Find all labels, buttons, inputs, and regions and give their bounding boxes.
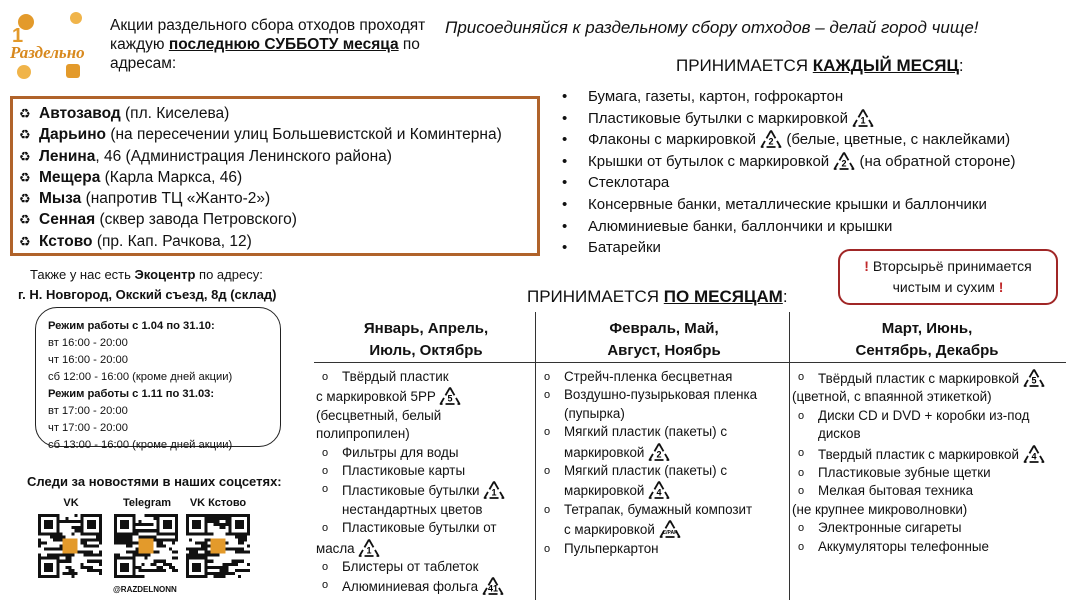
recycling-code-icon bbox=[1023, 368, 1045, 388]
recycling-code-icon bbox=[760, 129, 782, 149]
intro-text: Акции раздельного сбора отходов проходят каждую последнюю СУББОТУ месяца по адресам: bbox=[110, 17, 426, 72]
recycle-icon: ♻ bbox=[19, 169, 31, 185]
column-item: полипропилен) bbox=[316, 426, 410, 442]
recycle-icon: ♻ bbox=[19, 212, 31, 228]
recycling-code-icon bbox=[648, 442, 670, 462]
column-item: o Тетрапак, бумажный композит bbox=[538, 501, 788, 519]
circle-bullet-icon: o bbox=[544, 371, 551, 383]
column-item: o Мягкий пластик (пакеты) с bbox=[538, 462, 788, 480]
column-list-2 bbox=[538, 368, 788, 558]
qr-label-telegram: Telegram bbox=[122, 497, 172, 509]
hours-row: чт 17:00 - 20:00 bbox=[48, 422, 128, 434]
logo-text: Раздельно bbox=[10, 43, 85, 62]
monthly-item: • Алюминиевые банки, баллончики и крышки bbox=[560, 216, 1060, 238]
monthly-item: • Бумага, газеты, картон, гофрокартон bbox=[560, 86, 1060, 108]
circle-bullet-icon: o bbox=[322, 446, 329, 459]
monthly-item: • Стеклотара bbox=[560, 172, 1060, 194]
recycling-code-icon bbox=[358, 538, 380, 558]
column-item: o Пластиковые бутылки 1 bbox=[316, 480, 534, 500]
svg-text:4: 4 bbox=[656, 487, 662, 498]
column-item: o Блистеры от таблеток bbox=[316, 558, 534, 576]
column-item: o Мелкая бытовая техника bbox=[792, 482, 1064, 500]
circle-bullet-icon: o bbox=[544, 426, 551, 439]
monthly-item: • Консервные банки, металлические крышки и баллончики bbox=[560, 194, 1060, 216]
circle-bullet-icon: o bbox=[322, 371, 329, 383]
column-item: (цветной, с впаянной этикеткой) bbox=[792, 389, 992, 405]
hours-title: Режим работы с 1.11 по 31.03: bbox=[48, 388, 215, 400]
svg-text:C/PAP: C/PAP bbox=[662, 530, 678, 537]
recycling-code-icon bbox=[852, 108, 874, 128]
circle-bullet-icon: o bbox=[544, 465, 551, 478]
column-item: o Мягкий пластик (пакеты) с bbox=[538, 423, 788, 441]
address-item: ♻ Мыза (напротив ТЦ «Жанто-2») bbox=[19, 188, 531, 209]
column-item: дисков bbox=[818, 426, 861, 442]
column-item: o Стрейч-пленка бесцветная bbox=[538, 368, 788, 386]
column-item: o Диски CD и DVD + коробки из-под bbox=[792, 407, 1064, 425]
recycling-code-icon bbox=[439, 386, 461, 406]
column-item: (бесцветный, белый bbox=[316, 407, 442, 423]
column-item: o Электронные сигареты bbox=[792, 519, 1064, 537]
monthly-item: • Батарейки bbox=[560, 237, 1060, 259]
address-box bbox=[10, 96, 540, 256]
svg-text:2: 2 bbox=[768, 136, 774, 147]
circle-bullet-icon: o bbox=[322, 522, 329, 535]
recycling-code-icon bbox=[833, 151, 855, 171]
address-item: ♻ Автозавод (пл. Киселева) bbox=[19, 103, 531, 124]
hours-row: вт 17:00 - 20:00 bbox=[48, 405, 128, 417]
address-item: ♻ Ленина, 46 (Администрация Ленинского района) bbox=[19, 146, 531, 167]
recycle-icon: ♻ bbox=[19, 106, 31, 121]
column-item: o Алюминиевая фольга 41 bbox=[316, 576, 534, 596]
recycle-icon: ♻ bbox=[19, 127, 31, 143]
hours-row: вт 16:00 - 20:00 bbox=[48, 337, 128, 349]
address-item: ♻ Дарьино (на пересечении улиц Большевистской и Коминтерна) bbox=[19, 124, 531, 145]
recycling-code-icon bbox=[482, 576, 504, 596]
circle-bullet-icon: o bbox=[544, 503, 551, 516]
hours-title: Режим работы с 1.04 по 31.10: bbox=[48, 320, 215, 332]
qr-code-vk-kstovo[interactable] bbox=[186, 514, 250, 578]
column-item: o Пульперкартон bbox=[538, 540, 788, 558]
recycling-code-icon bbox=[1023, 444, 1045, 464]
column-item: с маркировкой 5PP 5 bbox=[316, 386, 534, 406]
hours-row: сб 13:00 - 16:00 (кроме дней акции) bbox=[48, 439, 233, 451]
qr-label-vk-kstovo: VK Кстово bbox=[189, 497, 247, 509]
circle-bullet-icon: o bbox=[322, 465, 329, 478]
svg-text:2: 2 bbox=[656, 449, 662, 460]
svg-text:1: 1 bbox=[860, 115, 866, 126]
svg-text:5: 5 bbox=[447, 393, 453, 404]
hours-box bbox=[35, 307, 281, 451]
circle-bullet-icon: o bbox=[322, 561, 329, 574]
svg-text:1: 1 bbox=[366, 545, 372, 556]
qr-label-vk: VK bbox=[63, 497, 79, 509]
logo bbox=[6, 8, 98, 88]
svg-text:41: 41 bbox=[487, 583, 498, 594]
circle-bullet-icon: o bbox=[798, 467, 805, 480]
column-item: (не крупнее микроволновки) bbox=[792, 501, 968, 517]
column-list-1 bbox=[316, 368, 534, 597]
circle-bullet-icon: o bbox=[798, 485, 805, 498]
circle-bullet-icon: o bbox=[322, 483, 329, 496]
circle-bullet-icon: o bbox=[322, 579, 329, 592]
recycle-icon: ♻ bbox=[19, 191, 31, 207]
column-item: o Твёрдый пластик bbox=[316, 368, 534, 386]
column-item: o Фильтры для воды bbox=[316, 444, 534, 462]
svg-text:2: 2 bbox=[841, 158, 847, 169]
column-item: o Пластиковые бутылки от bbox=[316, 519, 534, 537]
circle-bullet-icon: o bbox=[544, 542, 551, 555]
column-item: масла 1 bbox=[316, 538, 534, 558]
circle-bullet-icon: o bbox=[798, 446, 805, 459]
recycling-code-icon bbox=[648, 480, 670, 500]
svg-text:1: 1 bbox=[491, 487, 497, 498]
column-head-1: Январь, Апрель, Июль, Октябрь bbox=[363, 320, 489, 359]
column-item: o Твёрдый пластик с маркировкой 5 bbox=[792, 368, 1064, 388]
column-item: o Аккумуляторы телефонные bbox=[792, 538, 1064, 556]
monthly-list bbox=[560, 86, 1060, 259]
recycling-code-icon bbox=[483, 480, 505, 500]
column-item: нестандартных цветов bbox=[342, 501, 483, 517]
circle-bullet-icon: o bbox=[798, 522, 805, 535]
monthly-item: • Флаконы с маркировкой 2 (белые, цветные, с наклейками) bbox=[560, 129, 1060, 151]
circle-bullet-icon: o bbox=[798, 409, 805, 422]
hours-row: сб 12:00 - 16:00 (кроме дней акции) bbox=[48, 371, 233, 383]
slogan: Присоединяйся к раздельному сбору отходов – делай город чище! bbox=[445, 18, 979, 37]
hours-row: чт 16:00 - 20:00 bbox=[48, 354, 128, 366]
column-divider bbox=[789, 312, 790, 600]
monthly-item: • Пластиковые бутылки с маркировкой 1 bbox=[560, 108, 1060, 130]
column-item: o Воздушно-пузырьковая пленка bbox=[538, 386, 788, 404]
by-month-title: ПРИНИМАЕТСЯ ПО МЕСЯЦАМ: bbox=[527, 287, 788, 306]
column-divider bbox=[535, 312, 536, 600]
circle-bullet-icon: o bbox=[798, 540, 805, 553]
ecocenter-label: Также у нас есть Экоцентр по адресу: bbox=[30, 267, 263, 282]
qr-code-vk[interactable] bbox=[38, 514, 102, 578]
address-item: ♻ Кстово (пр. Кап. Рачкова, 12) bbox=[19, 231, 531, 252]
monthly-item: • Крышки от бутылок с маркировкой 2 (на обратной стороне) bbox=[560, 151, 1060, 173]
social-handle: @RAZDELNONN bbox=[113, 585, 177, 594]
header-divider bbox=[314, 362, 1066, 363]
column-list-3 bbox=[792, 368, 1064, 556]
column-item: o Пластиковые карты bbox=[316, 462, 534, 480]
column-item: маркировкой 2 bbox=[538, 442, 788, 462]
ecocenter-address: г. Н. Новгород, Окский съезд, 8д (склад) bbox=[18, 287, 277, 302]
column-item: с маркировкой C/PAP bbox=[538, 519, 788, 539]
address-item: ♻ Мещера (Карла Маркса, 46) bbox=[19, 167, 531, 188]
address-item: ♻ Сенная (сквер завода Петровского) bbox=[19, 209, 531, 230]
circle-bullet-icon: o bbox=[544, 389, 551, 402]
svg-text:1: 1 bbox=[12, 25, 24, 47]
warning-box: ! Вторсырьё принимается чистым и сухим ! bbox=[838, 249, 1058, 305]
recycle-icon: ♻ bbox=[19, 233, 31, 249]
svg-text:4: 4 bbox=[1031, 451, 1037, 462]
monthly-title: ПРИНИМАЕТСЯ КАЖДЫЙ МЕСЯЦ: bbox=[676, 56, 964, 75]
column-head-3: Март, Июнь, Сентябрь, Декабрь bbox=[855, 320, 999, 359]
recycling-code-icon bbox=[659, 519, 681, 539]
qr-code-telegram[interactable] bbox=[114, 514, 178, 578]
social-title: Следи за новостями в наших соцсетях: bbox=[27, 474, 282, 489]
column-item: o Пластиковые зубные щетки bbox=[792, 464, 1064, 482]
circle-bullet-icon: o bbox=[798, 371, 805, 383]
column-item: (пупырка) bbox=[564, 405, 625, 421]
column-item: маркировкой 4 bbox=[538, 480, 788, 500]
recycle-icon: ♻ bbox=[19, 148, 31, 164]
column-head-2: Февраль, Май, Август, Ноябрь bbox=[607, 320, 721, 359]
svg-text:5: 5 bbox=[1031, 375, 1037, 386]
column-item: o Твердый пластик с маркировкой 4 bbox=[792, 444, 1064, 464]
